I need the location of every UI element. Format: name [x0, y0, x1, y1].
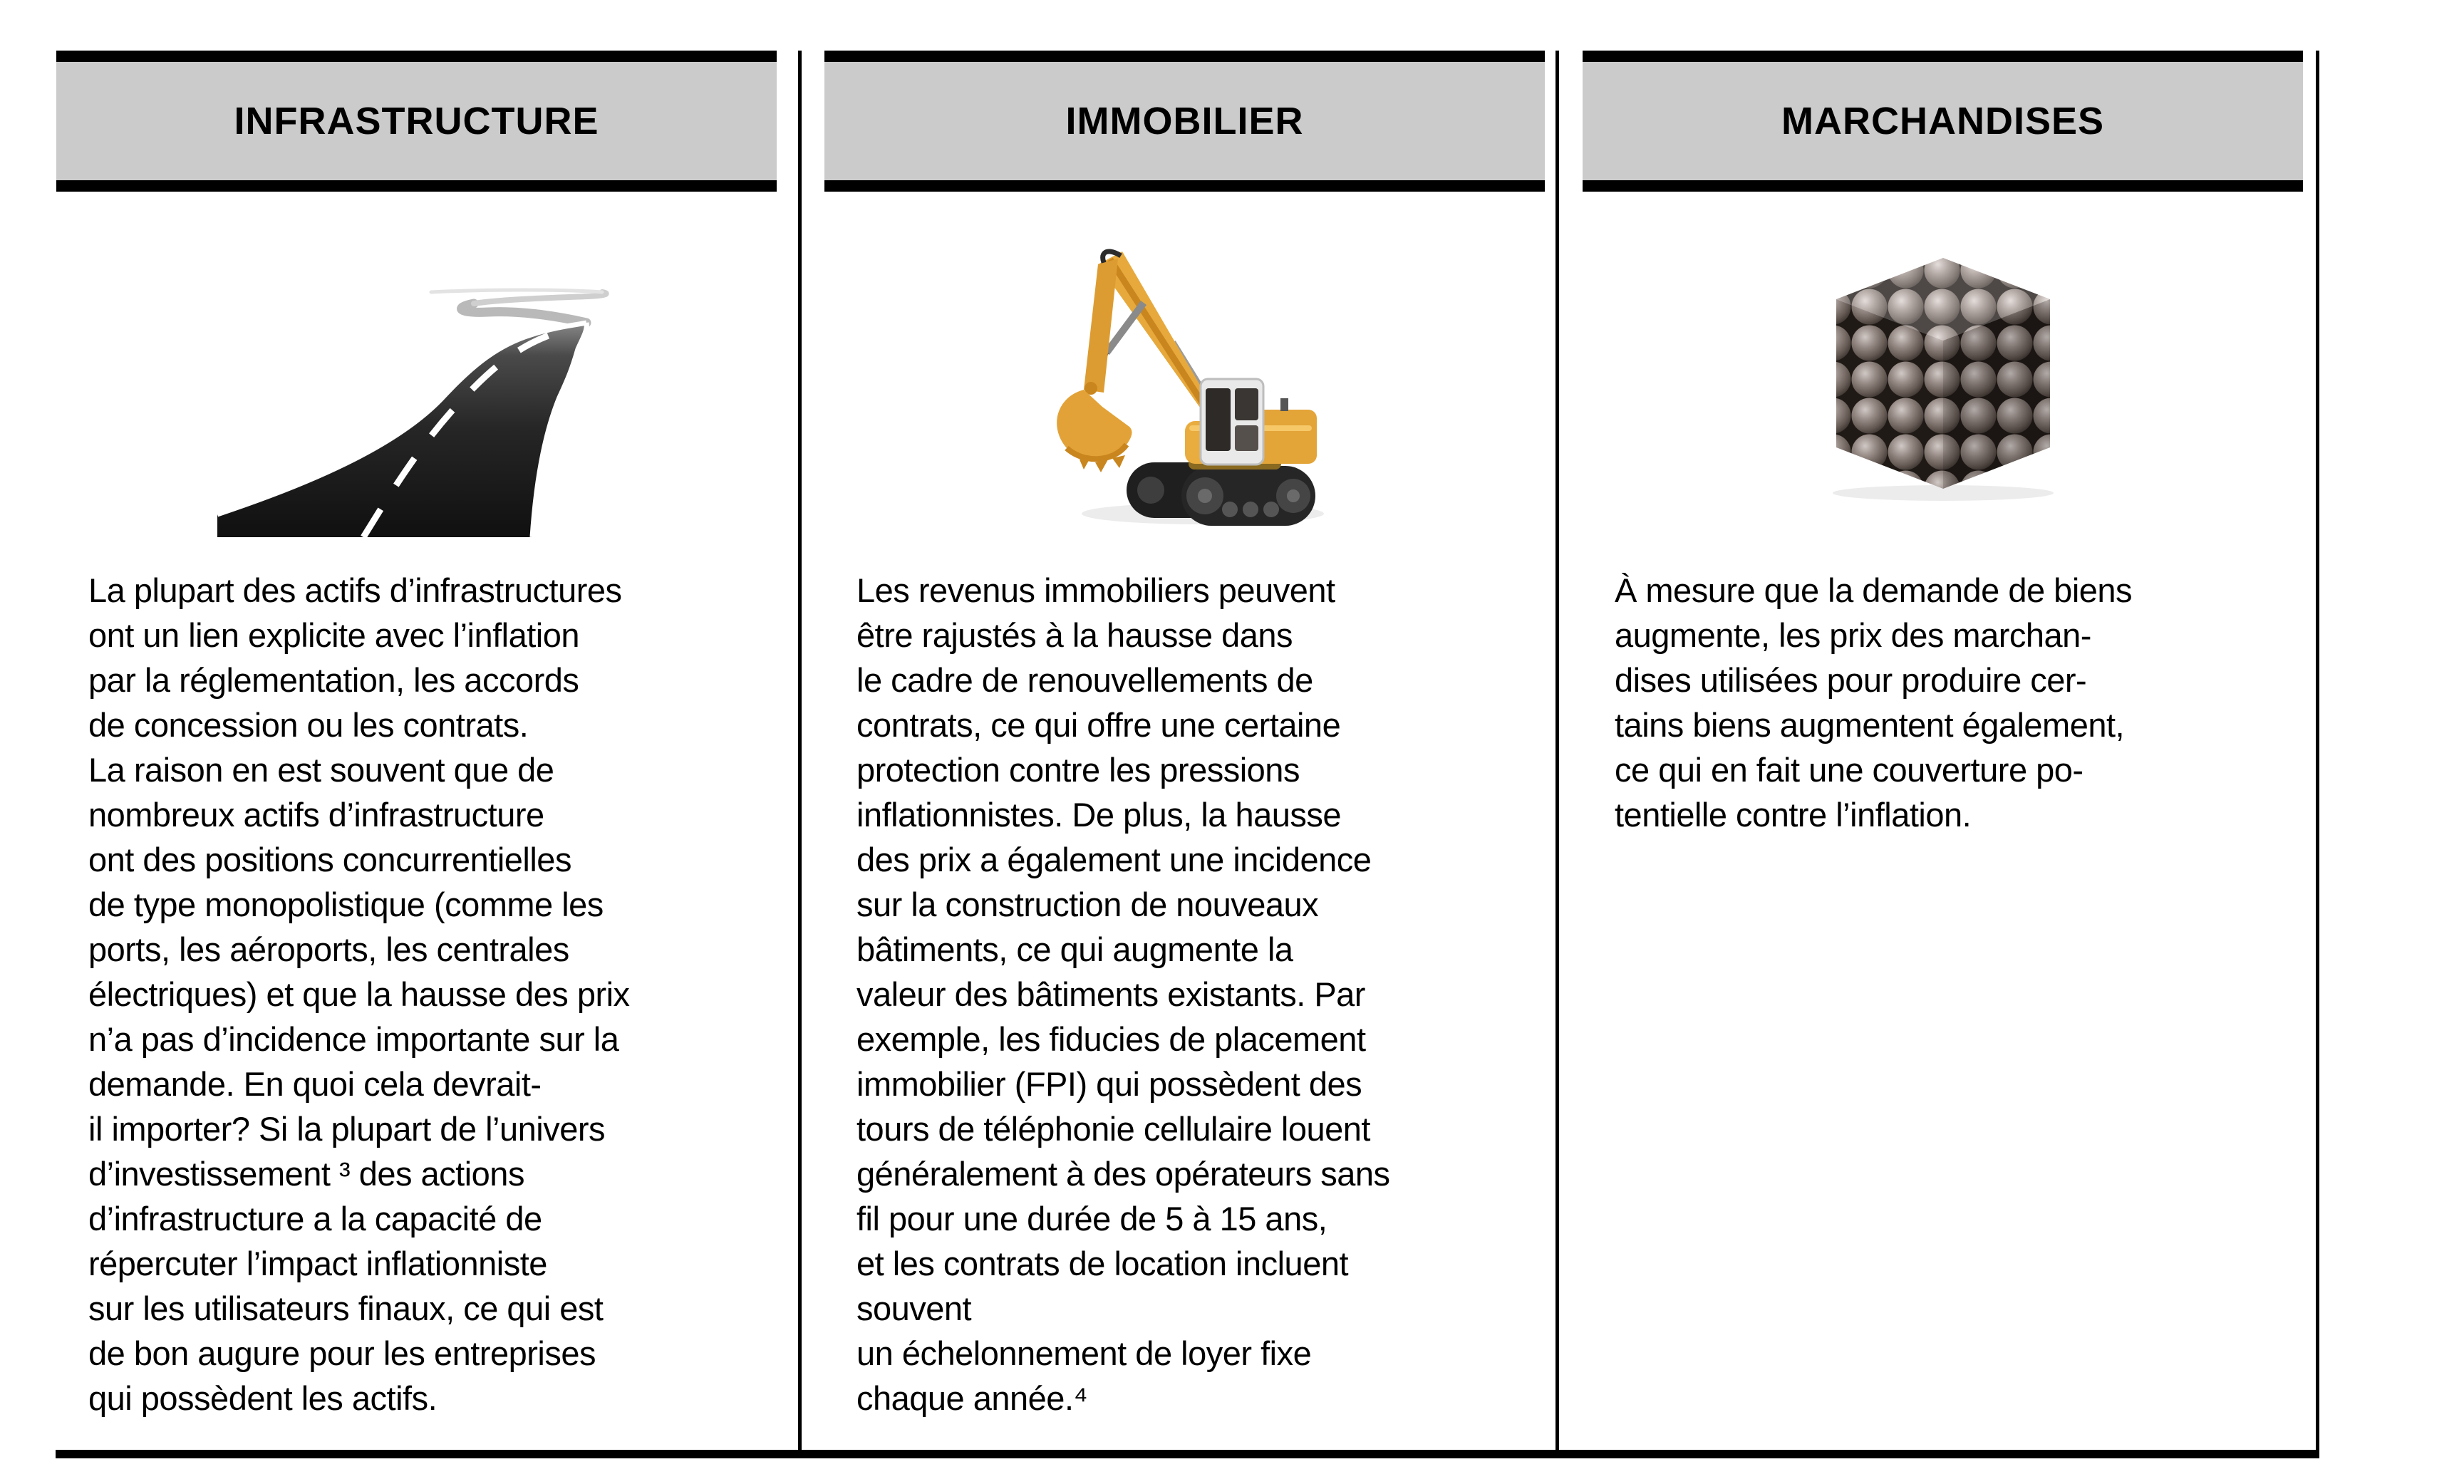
column-body-text: [824, 568, 1545, 1421]
body-line: le cadre de renouvellements de: [856, 661, 1313, 699]
metal-ball-cube-image: [1583, 192, 2303, 562]
column-marchandises: [1583, 51, 2303, 837]
column-divider: [798, 51, 802, 1458]
excavator-image: [824, 192, 1545, 562]
body-line: nombreux actifs d’infrastructure: [88, 796, 544, 834]
body-line: contrats, ce qui offre une certaine: [856, 706, 1341, 744]
column-infrastructure: [56, 51, 777, 1421]
body-line: d’investissement ³ des actions: [88, 1155, 524, 1193]
column-body-text: [56, 568, 777, 1421]
body-line: un échelonnement de loyer fixe: [856, 1334, 1312, 1372]
right-border-line: [2316, 51, 2319, 1458]
body-line: protection contre les pressions: [856, 751, 1300, 789]
body-line: ce qui en fait une couverture po-: [1615, 751, 2083, 789]
column-title: INFRASTRUCTURE: [234, 100, 599, 142]
body-line: ont des positions concurrentielles: [88, 841, 571, 878]
body-line: La plupart des actifs d’infrastructures: [88, 571, 622, 609]
column-immobilier: [824, 51, 1545, 1421]
excavator-icon: [1042, 227, 1327, 526]
body-line: bâtiments, ce qui augmente la: [856, 930, 1293, 968]
body-line: exemple, les fiducies de placement: [856, 1020, 1366, 1058]
body-line: et les contrats de location incluent: [856, 1245, 1349, 1282]
body-line: il importer? Si la plupart de l’univers: [88, 1110, 605, 1148]
body-line: d’infrastructure a la capacité de: [88, 1200, 542, 1237]
body-line: valeur des bâtiments existants. Par: [856, 975, 1365, 1013]
body-line: n’a pas d’incidence importante sur la: [88, 1020, 619, 1058]
body-line: électriques) et que la hausse des prix: [88, 975, 630, 1013]
body-line: ports, les aéroports, les centrales: [88, 930, 569, 968]
body-line: chaque année.⁴: [856, 1379, 1088, 1417]
body-line: tours de téléphonie cellulaire louent: [856, 1110, 1370, 1148]
header-band: [1583, 62, 2303, 180]
winding-road-icon: [217, 217, 616, 537]
body-line: À mesure que la demande de biens: [1615, 571, 2133, 609]
body-line: être rajustés à la hausse dans: [856, 616, 1293, 654]
body-line: sur la construction de nouveaux: [856, 886, 1319, 923]
body-line: qui possèdent les actifs.: [88, 1379, 438, 1417]
header-band: [56, 62, 777, 180]
header-bottom-bar: [824, 180, 1545, 192]
body-line: répercuter l’impact inflationniste: [88, 1245, 547, 1282]
header-top-bar: [1583, 51, 2303, 62]
header-top-bar: [56, 51, 777, 62]
body-line: des prix a également une incidence: [856, 841, 1372, 878]
body-line: de concession ou les contrats.: [88, 706, 529, 744]
body-line: La raison en est souvent que de: [88, 751, 554, 789]
body-line: de type monopolistique (comme les: [88, 886, 604, 923]
body-line: augmente, les prix des marchan-: [1615, 616, 2091, 654]
column-body-text: [1583, 568, 2303, 837]
body-line: tentielle contre l’inflation.: [1615, 796, 1972, 834]
column-header: [824, 51, 1545, 192]
body-line: de bon augure pour les entreprises: [88, 1334, 596, 1372]
body-line: Les revenus immobiliers peuvent: [856, 571, 1335, 609]
body-line: ont un lien explicite avec l’inflation: [88, 616, 580, 654]
bottom-rule-bar: [56, 1450, 2319, 1458]
body-line: fil pour une durée de 5 à 15 ans,: [856, 1200, 1327, 1237]
column-title: IMMOBILIER: [1065, 100, 1304, 142]
column-header: [1583, 51, 2303, 192]
column-header: [56, 51, 777, 192]
column-title: MARCHANDISES: [1781, 100, 2105, 142]
header-bottom-bar: [56, 180, 777, 192]
header-bottom-bar: [1583, 180, 2303, 192]
body-line: inflationnistes. De plus, la hausse: [856, 796, 1342, 834]
body-line: demande. En quoi cela devrait-: [88, 1065, 542, 1103]
winding-road-image: [56, 192, 777, 562]
metal-ball-cube-icon: [1815, 252, 2071, 502]
header-top-bar: [824, 51, 1545, 62]
body-line: généralement à des opérateurs sans: [856, 1155, 1390, 1193]
body-line: sur les utilisateurs finaux, ce qui est: [88, 1290, 604, 1327]
body-line: immobilier (FPI) qui possèdent des: [856, 1065, 1362, 1103]
body-line: souvent: [856, 1290, 972, 1327]
body-line: tains biens augmentent également,: [1615, 706, 2125, 744]
body-line: dises utilisées pour produire cer-: [1615, 661, 2087, 699]
body-line: par la réglementation, les accords: [88, 661, 579, 699]
header-band: [824, 62, 1545, 180]
column-divider: [1555, 51, 1559, 1458]
